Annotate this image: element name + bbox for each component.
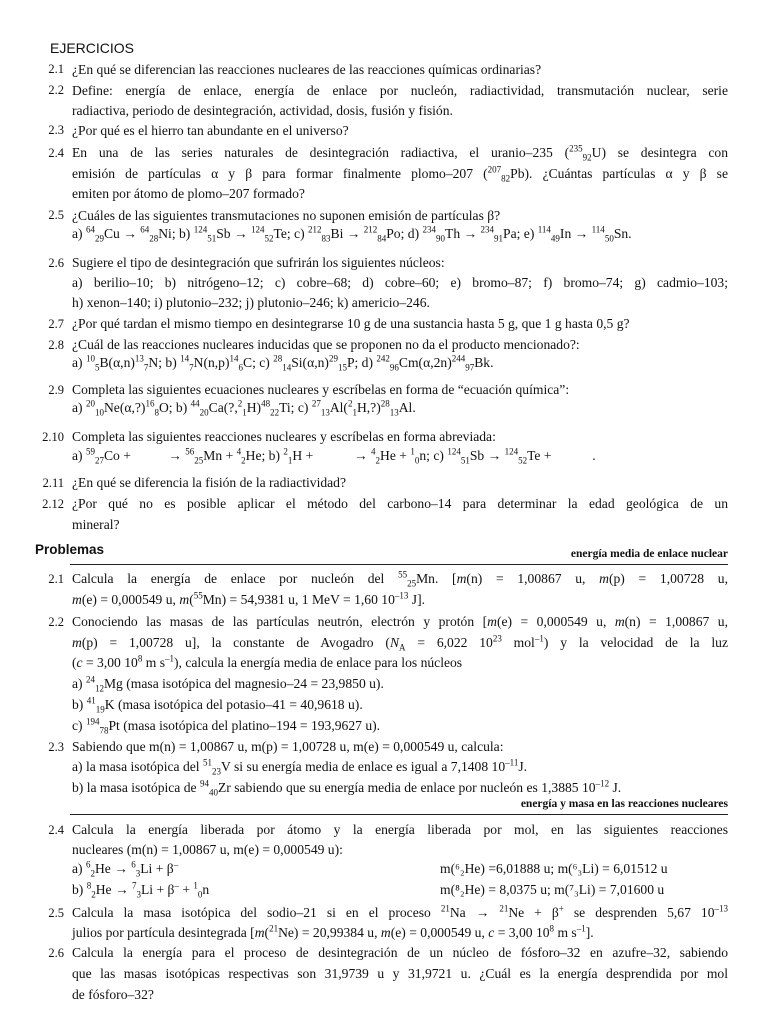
exercise-text: ¿Cuál de las reacciones nucleares inducidas que se proponen no da el producto mencionado?: — [72, 337, 580, 352]
problem-item: b) la masa isotópica de $^{94}_{40}$Zr sabiendo que su energía media de enlace por nucleón es 1,3885 $10^{-12}$ J. — [72, 778, 622, 798]
problem-text: julios por partícula desintegrada [m($^{21}$Ne) = 20,99384 u, m(e) = 0,000549 u, c = 3,00 $10^8$ m $s^{-1}$]. — [72, 923, 594, 940]
problem-item: c) $^{194}_{78}$Pt (masa isotópica del platino–194 = 193,9627 u). — [72, 716, 381, 736]
exercise-text: Completa las siguientes reacciones nucleares y escríbelas en forma abreviada: — [72, 429, 496, 444]
exercise-text: emisión de partículas α y β para formar finalmente plomo–207 ($^{207}_{82}$Pb). ¿Cuántas partículas α y β se — [72, 164, 728, 184]
exercise-text: ¿Por qué no es posible aplicar el método del carbono–14 para determinar la edad geológica de un — [72, 496, 728, 511]
mass-data: m(⁸₂He) = 8,0375 u; m(⁷₃Li) = 7,01600 u — [440, 882, 665, 897]
exercise-number: 2.6 — [48, 256, 64, 270]
exercise-text: Define: energía de enlace, energía de enlace por nucleón, radiactividad, transmutación nuclear, serie — [72, 83, 728, 98]
exercise-number: 2.7 — [48, 317, 64, 331]
problem-text: Sabiendo que m(n) = 1,00867 u, m(p) = 1,00728 u, m(e) = 0,000549 u, calcula: — [72, 739, 504, 754]
exercise-text: radiactiva, periodo de desintegración, actividad, dosis, fusión y fisión. — [72, 103, 453, 118]
problem-text: m(e) = 0,000549 u, m($^{55}$Mn) = 54,9381 u, 1 MeV = 1,60 $10^{-13}$ J]. — [72, 590, 426, 607]
problem-number: 2.6 — [48, 946, 64, 960]
problem-text: (c = 3,00 $10^8$ m $s^{-1}$), calcula la energía media de enlace para los núcleos — [72, 653, 463, 670]
exercise-text: a) berilio–10; b) nitrógeno–12; c) cobre–68; d) cobre–60; e) bromo–87; f) bromo–74; g) cadmio–103; — [72, 275, 728, 290]
transmutation-list: a) $^{64}_{29}$Cu → $^{64}_{28}$Ni; b) $^{124}_{51}$Sb → $^{124}_{52}$Te; c) $^{212}_{83}$Bi → $^{212}_{84}$Po; d) $^{234}_{90}$Th → $^{234}_{91}$Pa; e) $^{114}_{49}$In → $^{114}_{50}$Sn. — [72, 224, 632, 244]
exercise-number: 2.4 — [48, 146, 64, 160]
exercise-number: 2.2 — [48, 83, 64, 97]
problem-item: a) la masa isotópica del $^{51}_{23}$V si su energía media de enlace es igual a 7,1408 $10^{-11}J$. — [72, 757, 528, 777]
reaction-blanks: a) $^{59}_{27}$Co + → $^{56}_{25}$Mn + $^4_2$He; b) $^2_1$H + → $^4_2$He + $^1_0$n; c) $^{124}_{51}$Sb → $^{124}_{52}$Te + . — [72, 446, 596, 466]
section-header-energy-mass: energía y masa en las reacciones nucleares — [70, 798, 728, 815]
exercise-number: 2.1 — [48, 62, 64, 76]
exercise-text: ¿Por qué tardan el mismo tiempo en desintegrarse 10 g de una sustancia hasta 5 g, que 1 g hasta 0,5 g? — [72, 316, 630, 331]
exercise-text: ¿En qué se diferencian las reacciones nucleares de las reacciones químicas ordinarias? — [72, 62, 542, 77]
problem-text: m(p) = 1,00728 u], la constante de Avogadro ($N_A = 6,022$ $10^{23}$ mol$^{-1}$) y la velocidad de la luz — [72, 633, 729, 653]
exercise-text: ¿Cuáles de las siguientes transmutaciones no suponen emisión de partículas β? — [72, 208, 501, 223]
problem-text: que las masas isotópicas respectivas son 31,9739 u y 31,9721 u. ¿Cuál es la energía desprendida por mol — [72, 966, 728, 981]
ejercicios-heading: EJERCICIOS — [50, 40, 135, 56]
problem-text: Calcula la masa isotópica del sodio–21 si en el proceso $^{21}$Na → $^{21}$Ne + β+ se desprenden 5,67 $10^{-13}$ — [72, 903, 729, 920]
exercise-number: 2.8 — [48, 338, 64, 352]
exercise-text: En una de las series naturales de desintegración radiactiva, el uranio–235 ($^{235}_{92}$U) se desintegra con — [72, 143, 728, 163]
exercise-number: 2.9 — [48, 383, 64, 397]
exercise-text: Completa las siguientes ecuaciones nucleares y escríbelas en forma de “ecuación química”: — [72, 382, 570, 397]
problem-text: Calcula la energía liberada por átomo y la energía liberada por mol, en las siguientes reacciones — [72, 822, 728, 837]
exercise-number: 2.10 — [42, 430, 64, 444]
problem-text: nucleares (m(n) = 1,00867 u, m(e) = 0,000549 u): — [72, 842, 343, 857]
mass-data: m(⁶₂He) =6,01888 u; m(⁶₃Li) = 6,01512 u — [440, 861, 668, 876]
problem-number: 2.2 — [48, 615, 64, 629]
exercise-number: 2.12 — [42, 497, 64, 511]
problem-number: 2.4 — [48, 823, 64, 837]
problem-text: Calcula la energía de enlace por nucleón del $^{55}_{25}$Mn. [m(n) = 1,00867 u, m(p) = 1,00728 u, — [72, 569, 729, 589]
equation-list: a) $^{20}_{10}$Ne(α,?)$^{16}_8$O; b) $^{44}_{20}$Ca(?,$^2_1$H)$^{48}_{22}$Ti; c) $^{27}_{13}$Al($^2_1$H,?)$^{28}_{13}$Al. — [72, 398, 416, 418]
reaction-item: a) $^6_2$He → $^6_3$Li + β– — [72, 859, 179, 879]
exercise-text: Sugiere el tipo de desintegración que sufrirán los siguientes núcleos: — [72, 255, 445, 270]
exercise-text: ¿En qué se diferencia la fisión de la radiactividad? — [72, 475, 347, 490]
exercise-text: h) xenon–140; i) plutonio–232; j) plutonio–246; k) americio–246. — [72, 295, 430, 310]
exercise-number: 2.5 — [48, 208, 64, 222]
problem-item: b) $^{41}_{19}$K (masa isotópica del potasio–41 = 40,9618 u). — [72, 695, 363, 715]
exercise-text: mineral? — [72, 517, 120, 532]
problemas-heading: Problemas — [35, 542, 105, 557]
exercise-number: 2.3 — [48, 123, 64, 137]
exercise-number: 2.11 — [42, 476, 64, 490]
problem-number: 2.5 — [48, 906, 64, 920]
problem-item: a) $^{24}_{12}$Mg (masa isotópica del magnesio–24 = 23,9850 u). — [72, 674, 384, 694]
reaction-item: b) $^8_2$He → $^7_3$Li + β– + $^1_0$n — [72, 880, 210, 900]
section-header-binding-energy: energía media de enlace nuclear — [70, 548, 728, 565]
exercise-text: ¿Por qué es el hierro tan abundante en el universo? — [72, 123, 349, 138]
reaction-list: a) $^{10}_5B(\alpha,n)^{13}_7N$; b) $^{14}_7N(n,p)^{14}_6C$; c) $^{28}_{14}Si(\alpha,n)^{29}_{15}P$; d) $^{242}_{96}Cm(\alpha,2n)^{244}_{97}Bk$. — [72, 353, 494, 373]
problem-number: 2.1 — [48, 572, 64, 586]
problem-text: de fósforo–32? — [72, 987, 154, 1002]
problem-number: 2.3 — [48, 740, 64, 754]
problem-text: Conociendo las masas de las partículas neutrón, electrón y protón [m(e) = 0,000549 u, m(n) = 1,00867 u, — [72, 614, 728, 629]
exercise-text: emiten por átomo de plomo–207 formado? — [72, 186, 305, 201]
problem-text: Calcula la energía para el proceso de desintegración de un núcleo de fósforo–32 en azufre–32, sabiendo — [72, 945, 728, 960]
